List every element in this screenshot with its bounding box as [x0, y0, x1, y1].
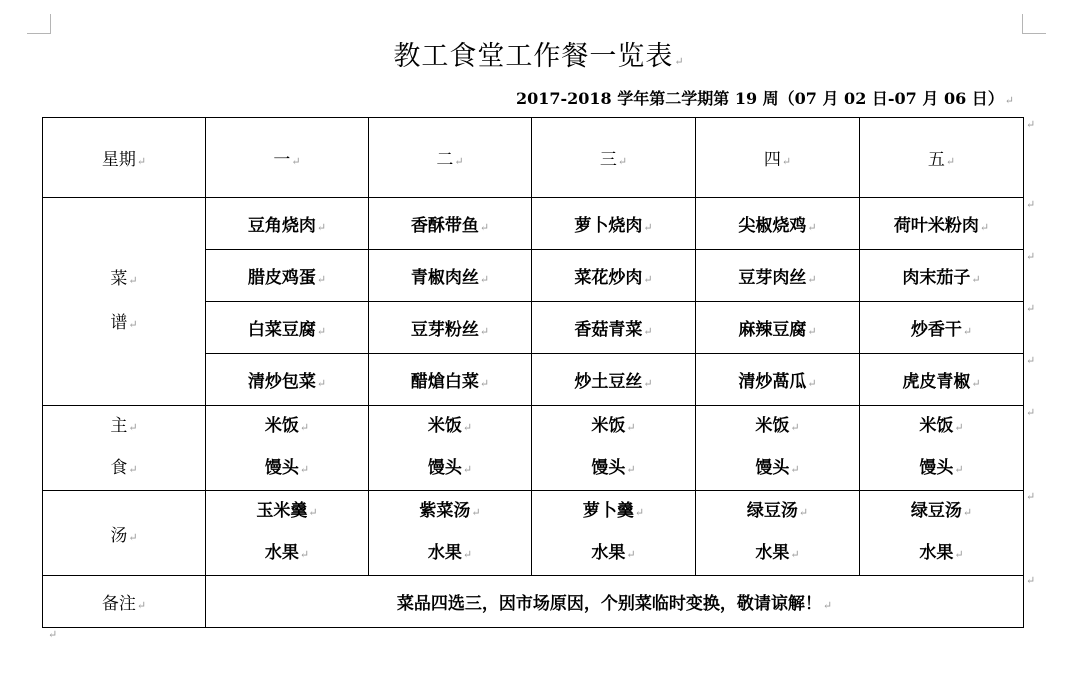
soup-cell: 绿豆汤↵ 水果↵ — [696, 491, 860, 576]
crop-mark-top-left — [27, 14, 51, 34]
dish-cell: 虎皮青椒↵ — [860, 354, 1024, 406]
soup-row — [43, 491, 1024, 576]
dish-cell: 豆芽肉丝↵ — [696, 250, 860, 302]
soup-cell: 紫菜汤↵ 水果↵ — [369, 491, 532, 576]
staple-section-label: 主↵ 食↵ — [43, 406, 206, 491]
staple-row — [43, 406, 1024, 491]
dish-cell: 香菇青菜↵ — [532, 302, 696, 354]
staple-cell: 米饭↵ 馒头↵ — [206, 406, 369, 491]
dish-cell: 麻辣豆腐↵ — [696, 302, 860, 354]
dish-cell: 香酥带鱼↵ — [369, 198, 532, 250]
dish-cell: 青椒肉丝↵ — [369, 250, 532, 302]
staple-cell: 米饭↵ 馒头↵ — [696, 406, 860, 491]
row-end-mark: ↵ — [1026, 250, 1036, 263]
dish-cell: 醋熗白菜↵ — [369, 354, 532, 406]
document-title: 教工食堂工作餐一览表↵ — [393, 41, 685, 72]
dish-cell: 豆角烧肉↵ — [206, 198, 369, 250]
dish-cell: 豆芽粉丝↵ — [369, 302, 532, 354]
weekday-label-cell: 星期↵ — [43, 118, 206, 198]
dish-cell: 肉末茄子↵ — [860, 250, 1024, 302]
dish-cell: 炒土豆丝↵ — [532, 354, 696, 406]
row-end-mark: ↵ — [1026, 406, 1036, 419]
staple-cell: 米饭↵ 馒头↵ — [369, 406, 532, 491]
row-end-mark: ↵ — [1026, 574, 1036, 587]
trailing-paragraph-mark: ↵ — [48, 628, 58, 641]
row-end-mark: ↵ — [1026, 118, 1036, 131]
note-text-cell: 菜品四选三，因市场原因，个别菜临时变换，敬请谅解！↵ — [206, 576, 1024, 628]
row-end-mark: ↵ — [1026, 198, 1036, 211]
row-end-mark: ↵ — [1026, 354, 1036, 367]
soup-section-label: 汤↵ — [43, 491, 206, 576]
dish-cell: 炒香干↵ — [860, 302, 1024, 354]
day-header-cell: 一↵ — [206, 118, 369, 198]
dish-row — [43, 198, 1024, 250]
row-end-mark: ↵ — [1026, 490, 1036, 503]
dish-cell: 尖椒烧鸡↵ — [696, 198, 860, 250]
dish-cell: 清炒萵瓜↵ — [696, 354, 860, 406]
day-header-cell: 二↵ — [369, 118, 532, 198]
dish-cell: 腊皮鸡蛋↵ — [206, 250, 369, 302]
dish-cell: 菜花炒肉↵ — [532, 250, 696, 302]
row-end-mark: ↵ — [1026, 302, 1036, 315]
week-subtitle: 2017-2018 学年第二学期第 19 周（07 月 02 日-07 月 06 日）↵ — [515, 89, 1014, 108]
menu-table — [42, 117, 1024, 628]
soup-cell: 玉米羹↵ 水果↵ — [206, 491, 369, 576]
staple-cell: 米饭↵ 馒头↵ — [532, 406, 696, 491]
day-header-cell: 四↵ — [696, 118, 860, 198]
dish-cell: 白菜豆腐↵ — [206, 302, 369, 354]
day-header-cell: 五↵ — [860, 118, 1024, 198]
crop-mark-top-right — [1022, 14, 1046, 34]
weekday-header-row — [43, 118, 1024, 198]
dish-cell: 清炒包菜↵ — [206, 354, 369, 406]
note-label-cell: 备注↵ — [43, 576, 206, 628]
dish-cell: 荷叶米粉肉↵ — [860, 198, 1024, 250]
soup-cell: 萝卜羹↵ 水果↵ — [532, 491, 696, 576]
note-row — [43, 576, 1024, 628]
soup-cell: 绿豆汤↵ 水果↵ — [860, 491, 1024, 576]
day-header-cell: 三↵ — [532, 118, 696, 198]
dish-cell: 萝卜烧肉↵ — [532, 198, 696, 250]
staple-cell: 米饭↵ 馒头↵ — [860, 406, 1024, 491]
menu-section-label: 菜↵ 谱↵ — [43, 198, 206, 406]
